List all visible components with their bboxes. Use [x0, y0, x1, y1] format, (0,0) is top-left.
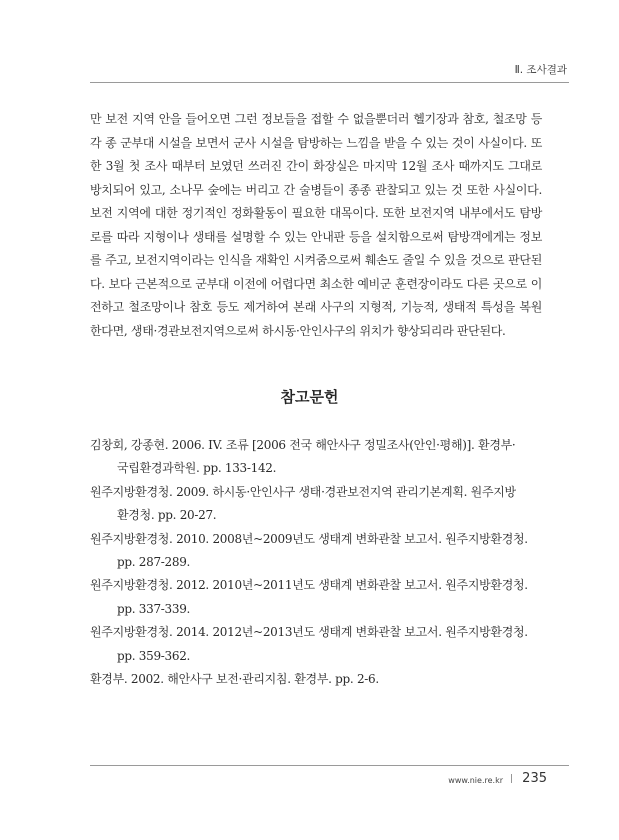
reference-line: 김창회, 강종현. 2006. IV. 조류 [2006 전국 해안사구 정밀조사(안인·평해)]. 환경부·	[90, 438, 516, 452]
footer-url: www.nie.re.kr	[448, 776, 503, 785]
reference-item	[90, 481, 542, 528]
reference-line: 원주지방환경청. 2012. 2010년~2011년도 생태계 변화관찰 보고서. 원주지방환경청.	[90, 578, 528, 593]
reference-line: 원주지방환경청. 2014. 2012년~2013년도 생태계 변화관찰 보고서. 원주지방환경청.	[90, 625, 528, 640]
reference-line-continued: pp. 287-289.	[117, 555, 191, 570]
reference-line: 원주지방환경청. 2010. 2008년~2009년도 생태계 변화관찰 보고서. 원주지방환경청.	[90, 531, 528, 546]
footer-separator: |	[509, 774, 513, 784]
reference-line-continued: pp. 337-339.	[117, 601, 191, 616]
page-number: 235	[522, 771, 547, 786]
reference-line: 원주지방환경청. 2009. 하시동·안인사구 생태·경관보전지역 관리기본계획. 원주지방	[90, 484, 516, 499]
header-divider	[90, 82, 569, 83]
reference-line-continued: 환경청. pp. 20-27.	[117, 508, 217, 523]
body-paragraph: 만 보전 지역 안을 들어오면 그런 정보들을 접할 수 없을뿐더러 헬기장과 참호, 철조망 등 각 종 군부대 시설을 보면서 군사 시설을 탐방하는 느낌을 받을 수 있는 것이 사실이다. 또한 3월 첫 조사 때부터 보였던 쓰러진 간이 화장실은 마지막 12월 조사 때까지도 그대로 방치되어 있고, 소나무 숲에는 버리고 간 술병들이 종종 관찰되고 있는 것 또한 사실이다. 보전 지역에 대한 정기적인 정화활동이 필요한 대목이다. 또한 보전지역 내부에서도 탐방로를 따라 지형이나 생태를 설명할 수 있는 안내판 등을 설치함으로써 탐방객에게는 정보를 주고, 보전지역이라는 인식을 재확인 시켜줌으로써 훼손도 줄일 수 있을 것으로 판단된다. 보다 근본적으로 군부대 이전에 어렵다면 최소한 예비군 훈련장이라도 다른 곳으로 이전하고 철조망이나 참호 등도 제거하여 본래 사구의 지형적, 기능적, 생태적 특성을 복원한다면, 생태·경관보전지역으로써 하시동·안인사구의 위치가 향상되리라 판단된다.	[90, 112, 542, 338]
reference-list	[90, 434, 542, 691]
reference-line: 환경부. 2002. 해안사구 보전·관리지침. 환경부. pp. 2-6.	[90, 672, 379, 687]
reference-item	[90, 668, 542, 691]
references-heading: 참고문헌	[280, 388, 339, 406]
reference-line-continued: 국립환경과학원. pp. 133-142.	[117, 461, 277, 476]
reference-item	[90, 528, 542, 575]
reference-item	[90, 621, 542, 668]
reference-line-continued: pp. 359-362.	[117, 648, 191, 663]
reference-item	[90, 434, 542, 481]
footer-divider	[90, 765, 569, 766]
reference-item	[90, 574, 542, 621]
running-header: Ⅱ. 조사결과	[514, 64, 567, 76]
